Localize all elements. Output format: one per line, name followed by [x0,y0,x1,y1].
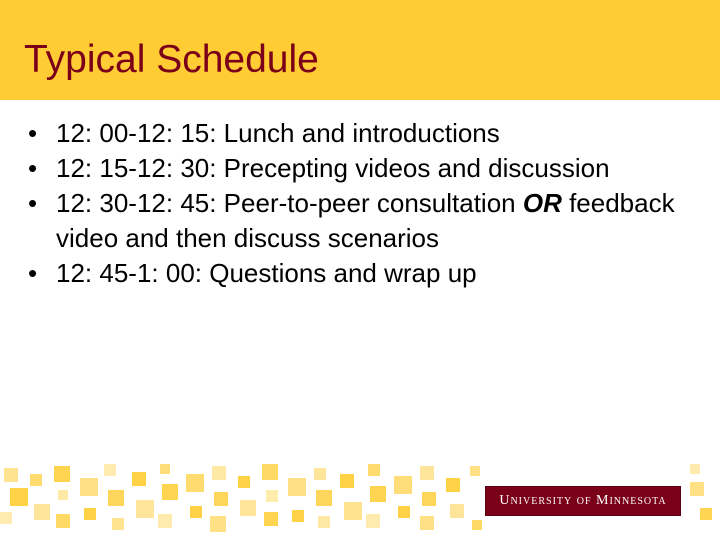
decor-square [112,518,124,530]
decor-square [160,464,170,474]
decor-square [262,464,278,480]
decor-square [34,504,50,520]
decor-square [288,478,306,496]
decor-square [690,464,700,474]
title-bar [0,0,720,100]
bullet-item [24,151,704,186]
bullet-text: 12: 30-12: 45: Peer-to-peer consultation [56,188,523,218]
decor-square [108,490,124,506]
decor-square [422,492,436,506]
decor-square [0,512,12,524]
decor-square [238,476,250,488]
slide-title: Typical Schedule [24,38,319,81]
decor-square [132,472,146,486]
bullet-icon: • [28,118,38,148]
bullet-item [24,116,704,151]
decor-square [210,516,226,532]
decor-square [318,516,330,528]
bullet-icon: • [28,153,38,183]
decor-square [30,474,42,486]
decor-square [84,508,96,520]
decor-square [240,500,256,516]
decor-square [264,512,278,526]
decor-square [420,516,434,530]
decor-square [366,514,380,528]
decor-square [186,474,204,492]
decor-square [700,508,712,520]
bullet-list [24,116,704,291]
decor-square [420,466,434,480]
university-logo [485,486,681,516]
decor-square [446,478,460,492]
decor-square [162,484,178,500]
decor-square [10,488,28,506]
decor-square [340,474,354,488]
decor-square [398,506,410,518]
decor-square [136,500,154,518]
decor-square [58,490,68,500]
bullet-text: 12: 45-1: 00: Questions and wrap up [56,258,477,288]
decor-square [394,476,412,494]
decor-square [472,520,482,530]
decor-square [266,490,278,502]
bullet-text: 12: 00-12: 15: Lunch and introductions [56,118,500,148]
bullet-icon: • [28,258,38,288]
decor-square [368,464,380,476]
decor-square [54,466,70,482]
decor-square [4,468,18,482]
decor-square [450,504,464,518]
bullet-emphasis: OR [522,188,562,218]
university-logo-text: University of Minnesota [499,493,667,508]
bullet-text-continued: feedback video and then discuss scenarios [56,188,675,253]
decor-square [158,514,172,528]
decor-square [314,468,326,480]
bullet-text: 12: 15-12: 30: Precepting videos and discussion [56,153,610,183]
bullet-item [24,256,704,291]
decor-square [212,466,226,480]
bullet-icon: • [28,188,38,218]
decor-square [80,478,98,496]
bullet-item [24,186,704,256]
decor-square [190,506,202,518]
decor-square [104,464,116,476]
decor-square [690,482,704,496]
decor-square [470,466,480,476]
decor-square [370,486,386,502]
decor-square [56,514,70,528]
decor-square [292,510,304,522]
decor-square [344,502,362,520]
decor-square [316,490,332,506]
decor-square [214,492,228,506]
